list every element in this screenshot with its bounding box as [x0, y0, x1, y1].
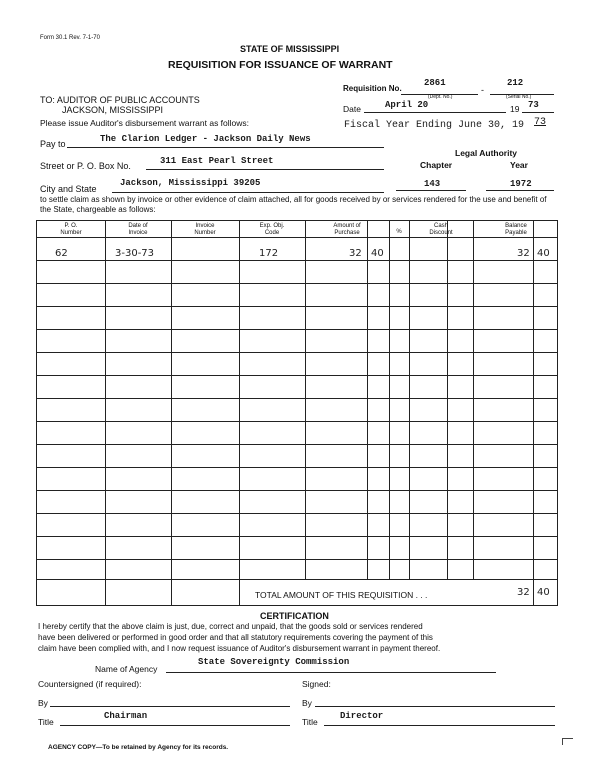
date-label: Date [343, 104, 361, 114]
dept-no-label: (Dept. No.) [428, 94, 453, 100]
countersigned-label: Countersigned (if required): [38, 679, 142, 689]
row-rule [37, 306, 557, 307]
row-amount-cents: 40 [371, 248, 384, 259]
col-divider [239, 221, 240, 605]
row-rule [37, 444, 557, 445]
row-amount-dollars: 32 [349, 248, 362, 259]
date-line [364, 112, 506, 113]
pay-to-label: Pay to [40, 139, 66, 149]
city-value: Jackson, Mississippi 39205 [120, 178, 261, 188]
serial-no-value: 212 [507, 78, 524, 88]
requisition-dash: - [481, 85, 484, 95]
total-label: TOTAL AMOUNT OF THIS REQUISITION . . . [255, 590, 428, 600]
certification-line-2: have been delivered or performed in good order and that all statutory requirements covering the payment of this [38, 633, 433, 642]
street-label: Street or P. O. Box No. [40, 161, 131, 171]
instruction-text: Please issue Auditor's disbursement warrant as follows: [40, 118, 250, 128]
row-rule [37, 398, 557, 399]
header-date: Date of Invoice [128, 223, 148, 236]
legal-authority-label: Legal Authority [455, 148, 518, 158]
right-title-value: Director [340, 711, 384, 721]
left-by-line [50, 706, 290, 707]
settle-text: to settle claim as shown by invoice or other evidence of claim attached, all for goods received by or services rendered for the use and benefit of the State, chargeable as follows: [40, 195, 547, 214]
row-balance-cents: 40 [537, 248, 550, 259]
col-divider [367, 221, 368, 579]
city-label: City and State [40, 184, 97, 194]
header-exp-code: Exp. Obj. Code [259, 223, 285, 236]
row-rule [37, 467, 557, 468]
date-year-line [522, 112, 554, 113]
date-value: April 20 [385, 100, 429, 110]
row-rule [37, 352, 557, 353]
row-rule [37, 283, 557, 284]
fiscal-year-value: 73 [534, 117, 547, 128]
row-rule [37, 421, 557, 422]
date-year-prefix: 19 [510, 104, 520, 114]
certification-line-3: claim have been complied with, and I now request issuance of Auditor's disbursement warrant in payment thereof. [38, 644, 441, 653]
certification-heading: CERTIFICATION [260, 611, 329, 621]
claims-table [36, 220, 558, 606]
requisition-label: Requisition No. [343, 84, 402, 93]
row-rule [37, 513, 557, 514]
header-cash-discount: Cash Discount [429, 223, 453, 236]
legal-year-label: Year [510, 160, 528, 170]
legal-year-value: 1972 [510, 179, 532, 189]
dept-no-value: 2861 [424, 78, 446, 88]
footer-note: AGENCY COPY—To be retained by Agency for its records. [48, 744, 229, 751]
header-amount: Amount of Purchase [333, 223, 361, 236]
header-balance: Balance Payable [505, 223, 527, 236]
col-divider [105, 221, 106, 605]
row-exp-code: 172 [259, 248, 279, 259]
row-rule [37, 490, 557, 491]
left-title-line [60, 725, 290, 726]
fiscal-year-text: Fiscal Year Ending June 30, 19 [344, 120, 525, 131]
agency-line [166, 672, 496, 673]
total-cents: 40 [537, 587, 550, 598]
col-divider [305, 221, 306, 579]
certification-line-1: I hereby certify that the above claim is just, due, correct and unpaid, that the goods sold or services rendered [38, 622, 423, 631]
pay-to-line [67, 147, 384, 148]
right-title-label: Title [302, 717, 318, 727]
left-by-label: By [38, 698, 48, 708]
agency-label: Name of Agency [95, 664, 158, 674]
agency-value: State Sovereignty Commission [198, 657, 350, 667]
header-rule [37, 237, 557, 238]
date-year-value: 73 [528, 100, 539, 110]
col-divider [473, 221, 474, 579]
street-value: 311 East Pearl Street [160, 156, 274, 166]
col-divider [389, 221, 390, 579]
right-by-label: By [302, 698, 312, 708]
legal-year-line [486, 190, 554, 191]
serial-no-label: (Serial No.) [506, 94, 532, 100]
chapter-value: 143 [424, 179, 441, 189]
row-balance-dollars: 32 [517, 248, 530, 259]
form-subtitle: REQUISITION FOR ISSUANCE OF WARRANT [168, 59, 393, 71]
form-title: STATE OF MISSISSIPPI [240, 44, 340, 54]
left-title-value: Chairman [104, 711, 148, 721]
col-divider [533, 221, 534, 605]
chapter-label: Chapter [420, 160, 453, 170]
header-invoice: Invoice Number [194, 223, 216, 236]
header-po: P. O. Number [60, 223, 82, 236]
row-rule [37, 260, 557, 261]
col-divider [409, 221, 410, 579]
right-by-line [315, 706, 555, 707]
form-number: Form 30.1 Rev. 7-1-70 [40, 35, 100, 41]
pay-to-value: The Clarion Ledger - Jackson Daily News [100, 134, 311, 144]
to-line-1: TO: AUDITOR OF PUBLIC ACCOUNTS [40, 95, 200, 105]
row-po-number: 62 [55, 248, 68, 259]
signed-label: Signed: [302, 679, 331, 689]
corner-mark [562, 738, 573, 745]
to-line-2: JACKSON, MISSISSIPPI [62, 105, 164, 115]
street-line [146, 169, 384, 170]
row-rule [37, 559, 557, 560]
total-dollars: 32 [517, 587, 530, 598]
chapter-line [396, 190, 466, 191]
left-title-label: Title [38, 717, 54, 727]
row-rule [37, 579, 557, 580]
row-rule [37, 375, 557, 376]
col-divider [171, 221, 172, 605]
row-invoice-date: 3-30-73 [115, 248, 155, 259]
col-divider [447, 221, 448, 579]
row-rule [37, 329, 557, 330]
header-percent: % [396, 229, 402, 235]
city-line [112, 192, 384, 193]
row-rule [37, 536, 557, 537]
right-title-line [324, 725, 555, 726]
